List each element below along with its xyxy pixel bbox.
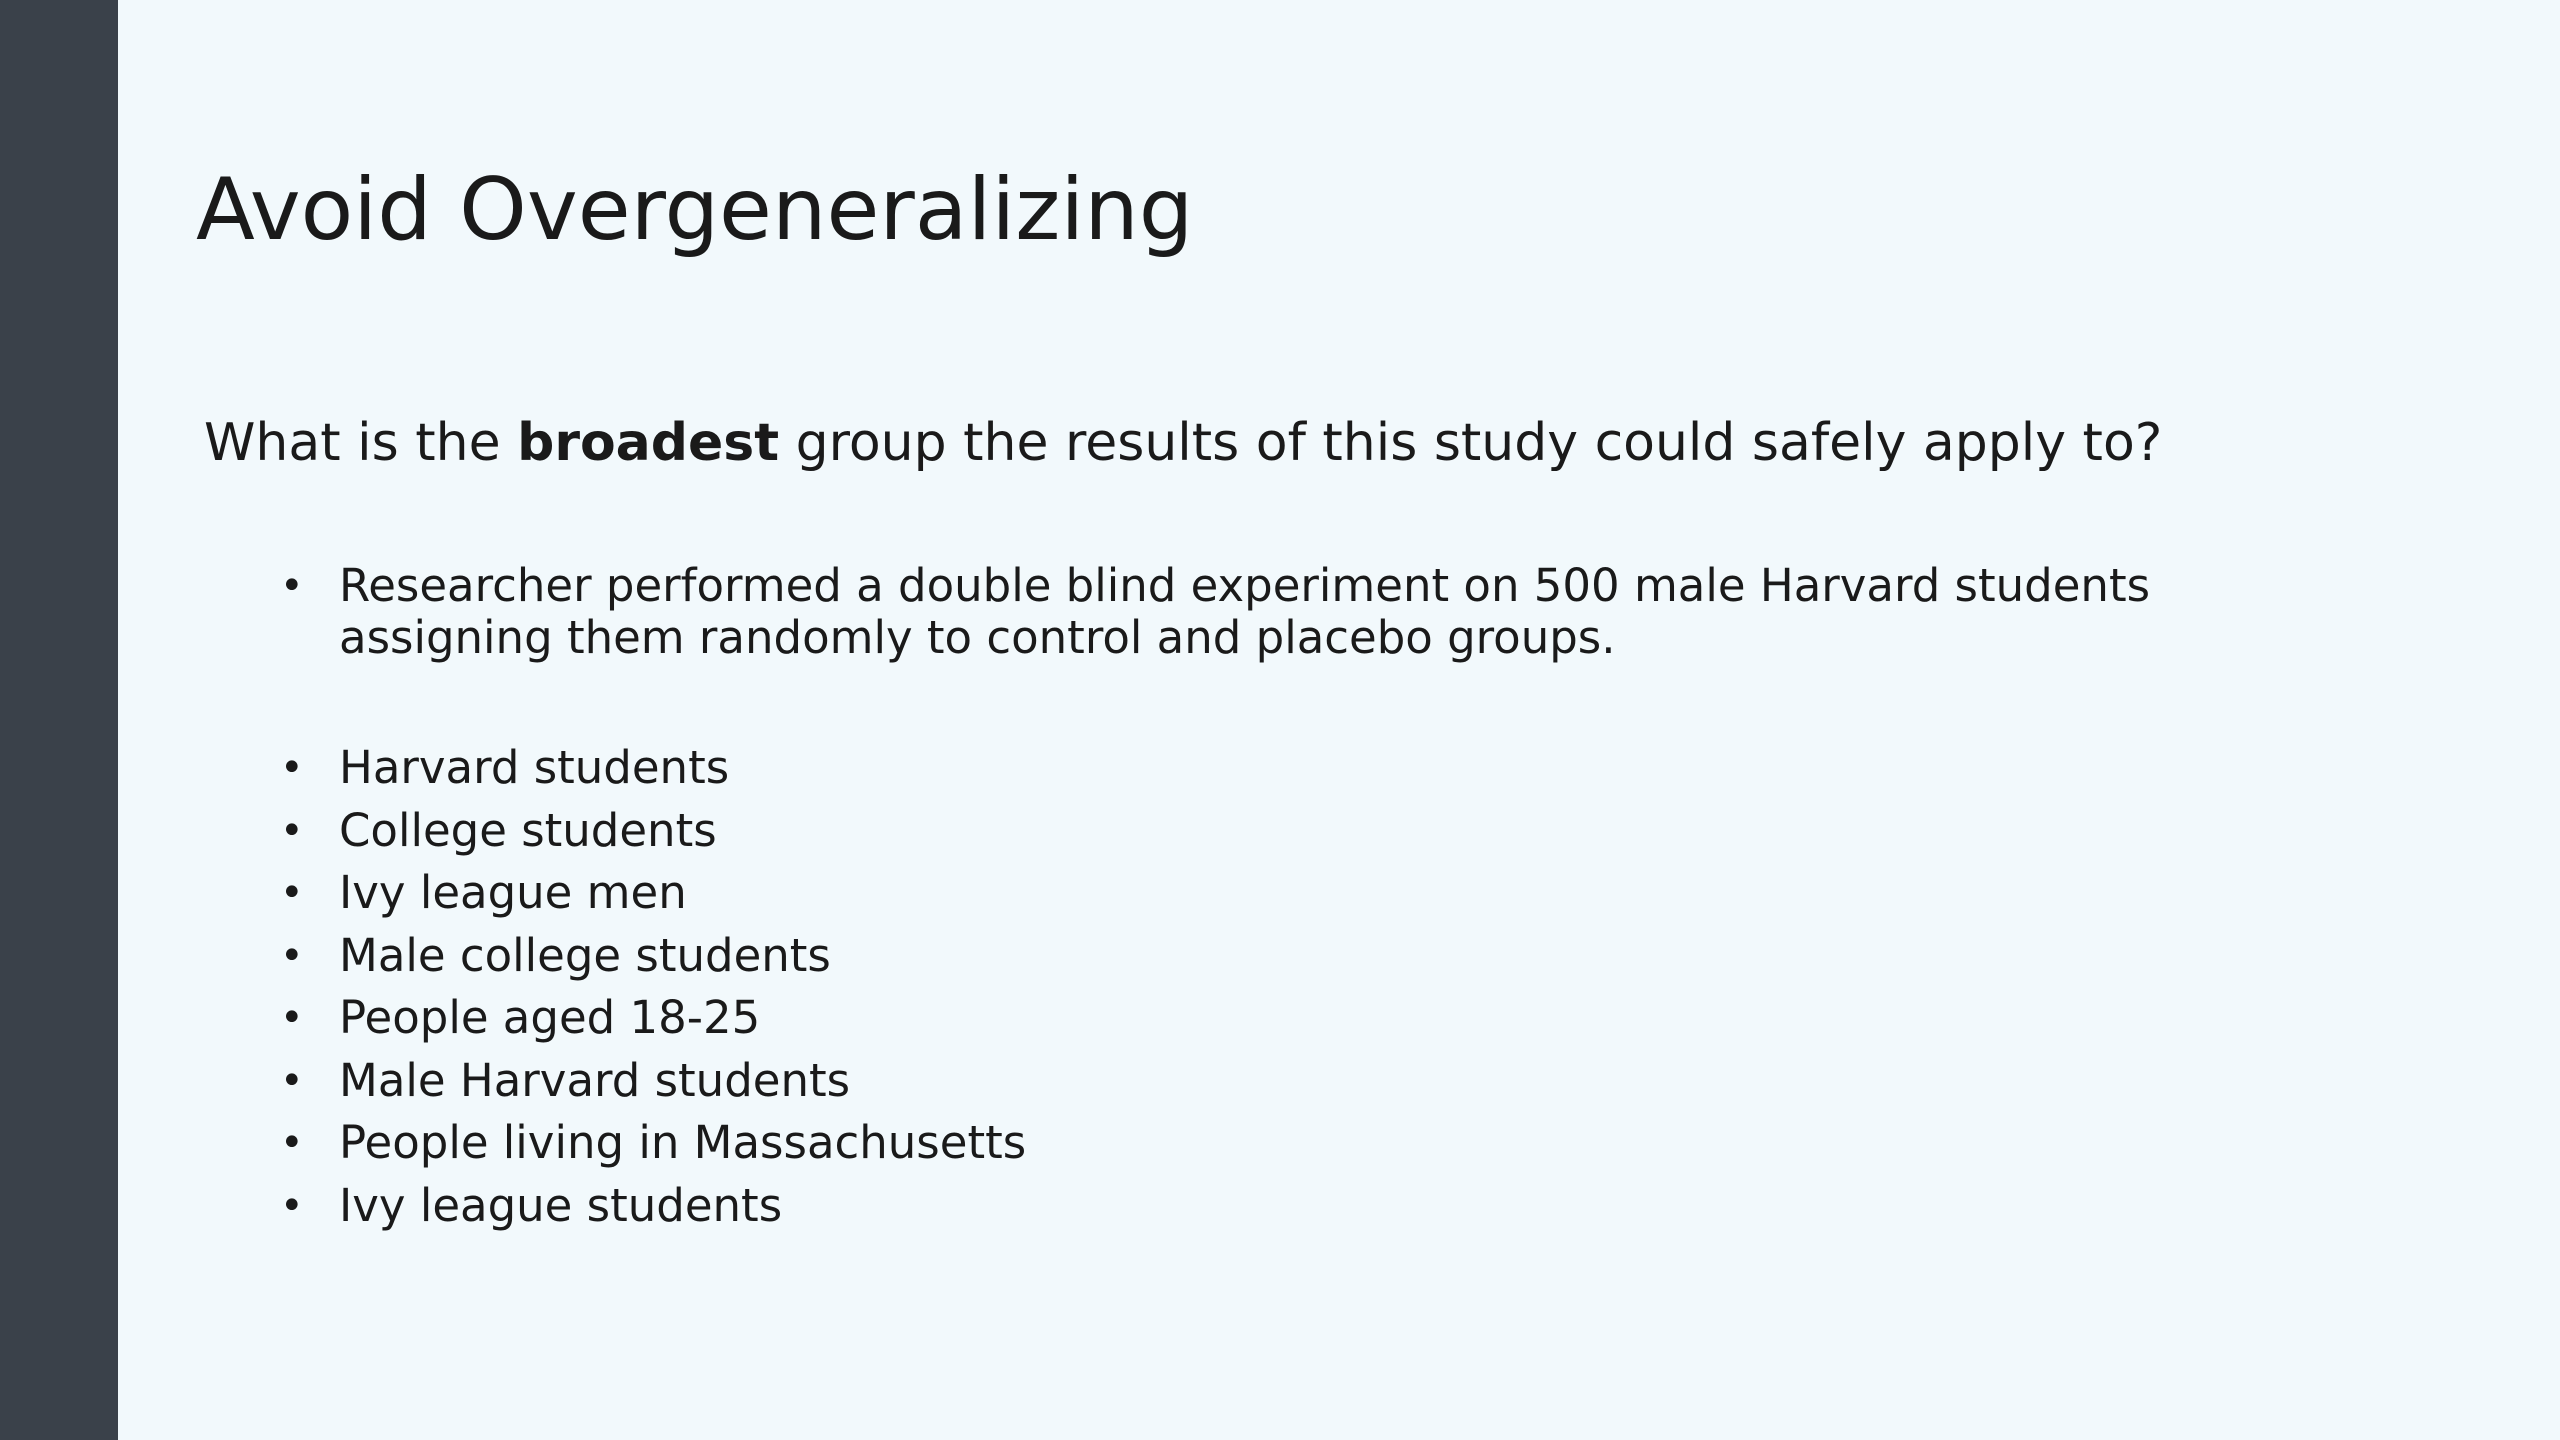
option-item — [280, 925, 2280, 988]
bullet-icon: • — [280, 995, 304, 1041]
option-text: Male Harvard students — [339, 1053, 851, 1107]
option-item — [280, 987, 2280, 1050]
slide-title: Avoid Overgeneralizing — [196, 160, 1194, 260]
bullet-icon: • — [280, 870, 304, 916]
bullet-icon: • — [280, 932, 304, 979]
bullet-icon: • — [280, 563, 304, 609]
scenario-line-2: assigning them randomly to control and placebo groups. — [339, 611, 1616, 664]
option-text: People living in Massachusetts — [339, 1116, 1027, 1169]
option-item — [280, 737, 2280, 800]
scenario-item — [280, 560, 2280, 664]
bullet-icon: • — [280, 1182, 304, 1229]
option-text: People aged 18-25 — [339, 991, 761, 1044]
question-suffix: group the results of this study could safely apply to? — [779, 413, 2163, 473]
scenario-line-1: Researcher performed a double blind experiment on 500 male Harvard students — [339, 559, 2151, 612]
question-prefix: What is the — [204, 413, 518, 473]
option-item — [280, 800, 2280, 863]
side-accent-bar — [0, 0, 118, 1440]
bullet-icon: • — [280, 1120, 304, 1166]
bullet-icon: • — [280, 1057, 304, 1104]
question-text — [204, 405, 2162, 481]
option-text: Male college students — [339, 928, 831, 982]
bullet-icon: • — [280, 745, 304, 791]
option-text: Ivy league students — [339, 1178, 783, 1232]
scenario-list — [280, 560, 2280, 664]
options-list — [280, 737, 2280, 1237]
bullet-icon: • — [280, 807, 304, 854]
option-text: College students — [339, 803, 717, 857]
question-emphasis: broadest — [517, 413, 780, 473]
option-item — [280, 1050, 2280, 1113]
option-text: Harvard students — [339, 741, 730, 794]
option-item — [280, 1175, 2280, 1238]
option-text: Ivy league men — [339, 866, 687, 919]
option-item — [280, 862, 2280, 925]
option-item — [280, 1112, 2280, 1175]
